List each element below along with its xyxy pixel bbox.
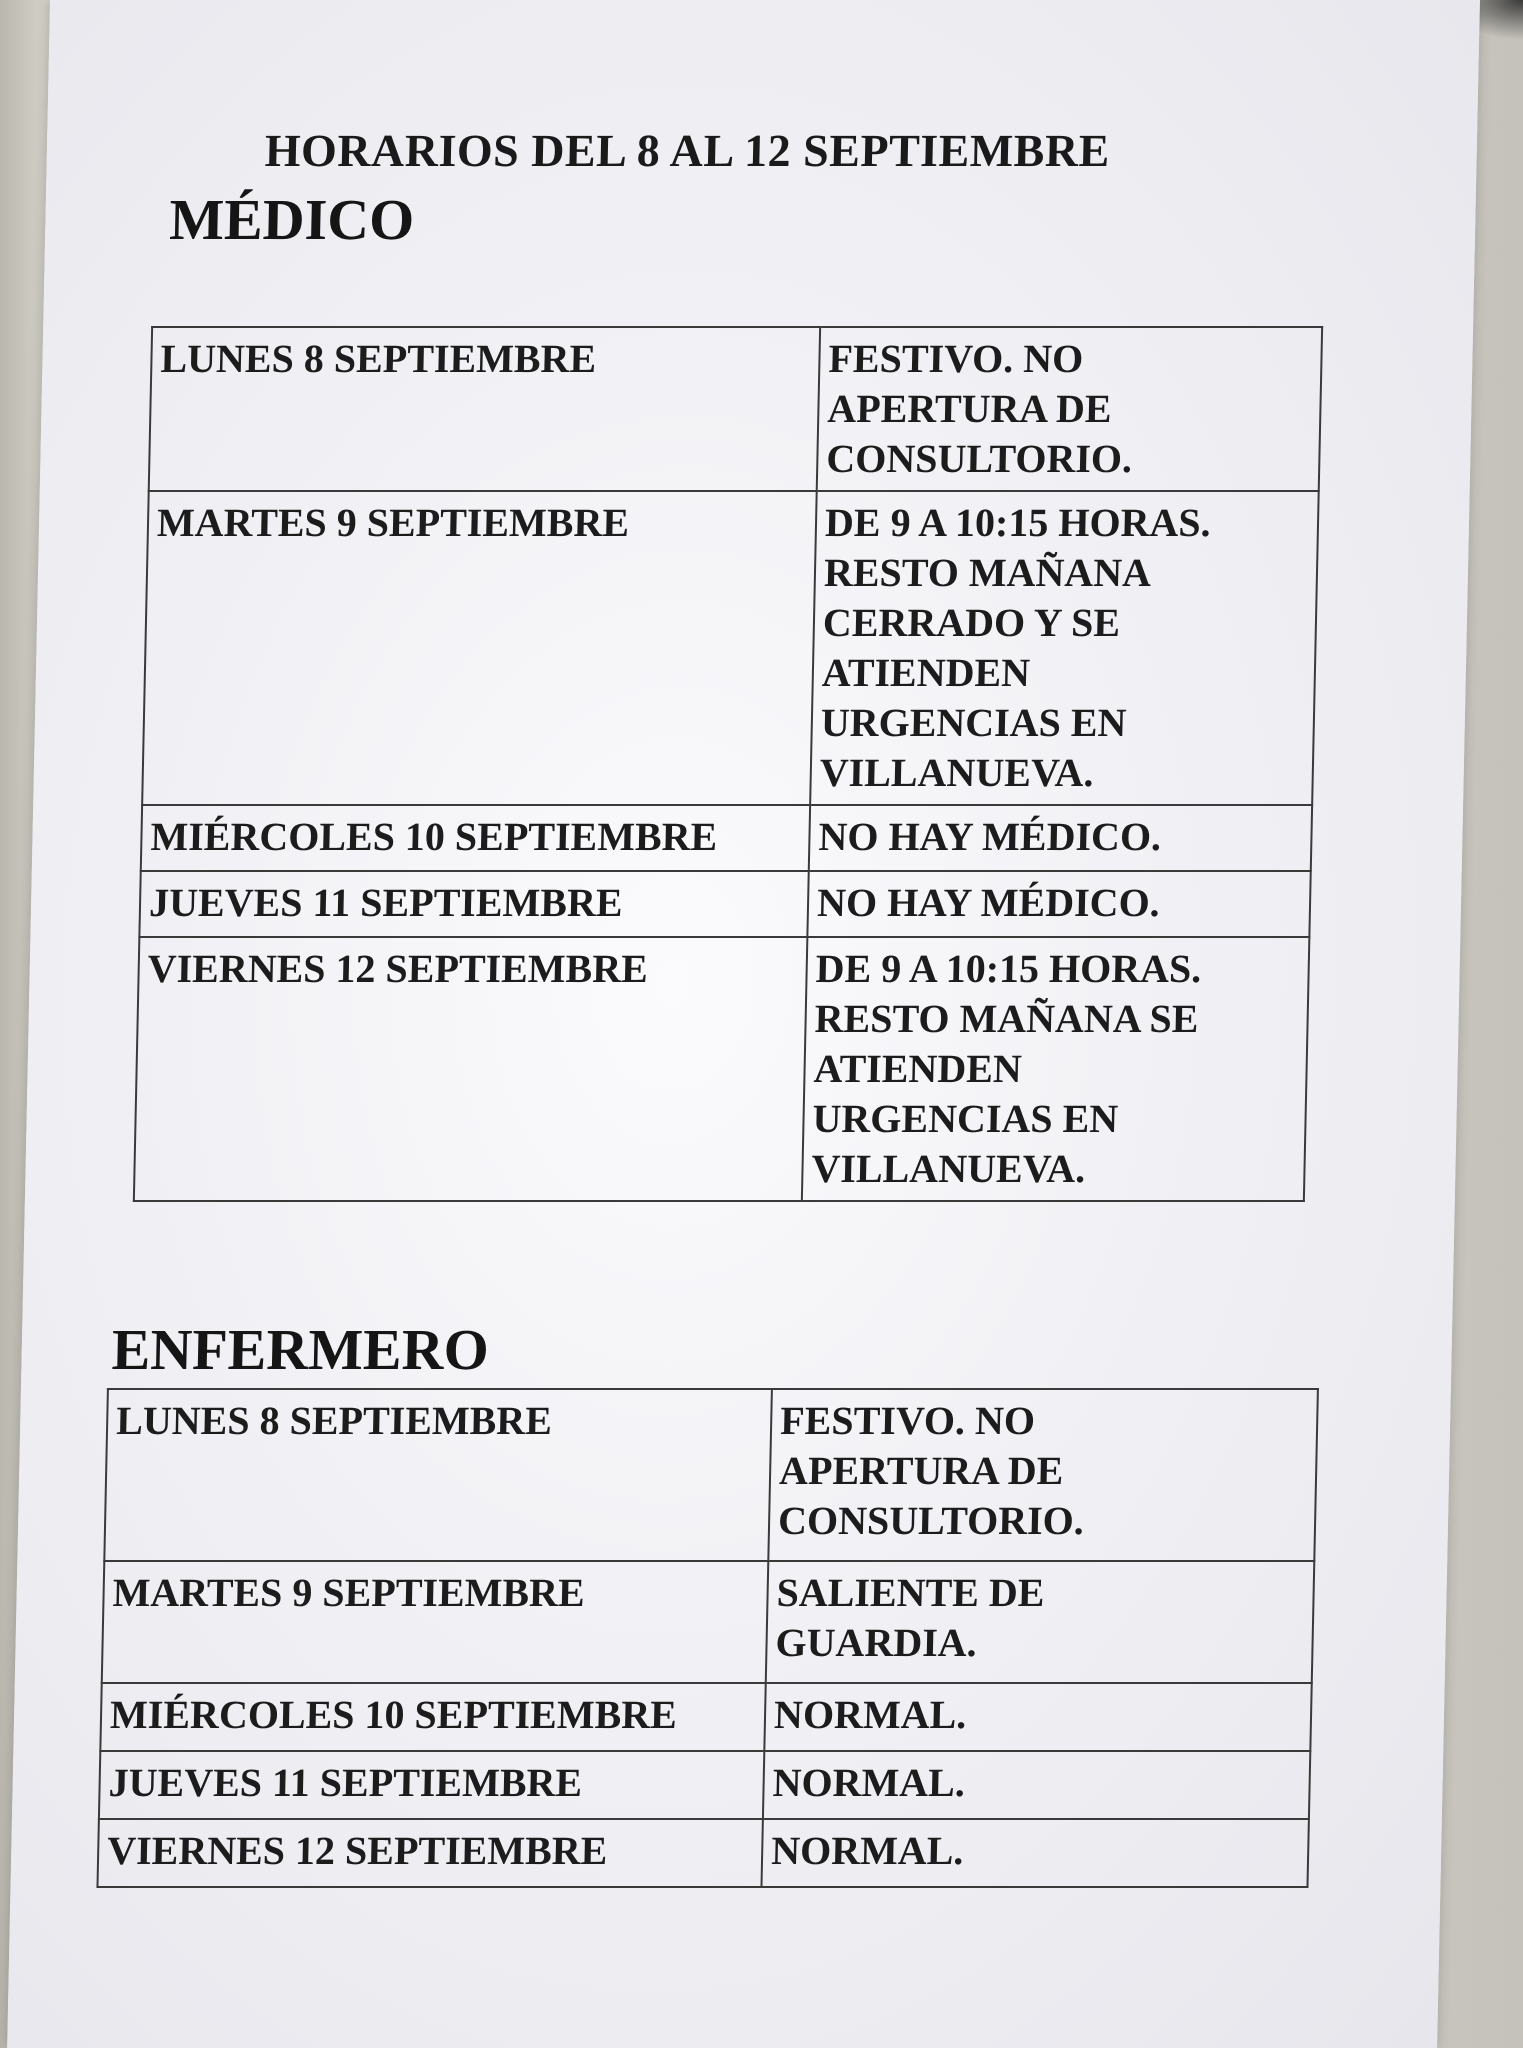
day-cell: LUNES 8 SEPTIEMBRE [104,1389,772,1561]
paper-sheet [7,0,1480,2048]
day-cell: JUEVES 11 SEPTIEMBRE [139,871,808,937]
table-row [141,805,1312,871]
schedule-cell: NORMAL. [761,1819,1308,1887]
schedule-cell: NORMAL. [764,1683,1311,1751]
schedule-cell: FESTIVO. NO APERTURA DE CONSULTORIO. [768,1389,1318,1561]
table-row [99,1751,1310,1819]
table-row [134,937,1310,1201]
schedule-cell: FESTIVO. NO APERTURA DE CONSULTORIO. [817,327,1322,491]
schedule-cell: NO HAY MÉDICO. [809,805,1312,871]
schedule-cell: DE 9 A 10:15 HORAS. RESTO MAÑANA CERRADO Y SE ATIENDEN URGENCIAS EN VILLANUEVA. [810,491,1319,805]
schedule-cell: NO HAY MÉDICO. [807,871,1310,937]
table-row [139,871,1310,937]
medico-heading: MÉDICO [168,187,415,252]
table-row [102,1561,1315,1683]
notice-title: HORARIOS DEL 8 AL 12 SEPTIEMBRE [264,125,1111,176]
medico-schedule-table [133,326,1323,1202]
day-cell: MIÉRCOLES 10 SEPTIEMBRE [100,1683,765,1751]
table-row [142,491,1319,805]
day-cell: MIÉRCOLES 10 SEPTIEMBRE [141,805,810,871]
table-row [149,327,1322,491]
day-cell: VIERNES 12 SEPTIEMBRE [134,937,808,1201]
table-row [104,1389,1318,1561]
schedule-cell: SALIENTE DE GUARDIA. [766,1561,1315,1683]
enfermero-heading: ENFERMERO [111,1317,490,1382]
schedule-cell: NORMAL. [763,1751,1310,1819]
notice-content [7,0,1480,2048]
day-cell: MARTES 9 SEPTIEMBRE [102,1561,769,1683]
enfermero-schedule-table [96,1388,1318,1888]
schedule-cell: DE 9 A 10:15 HORAS. RESTO MAÑANA SE ATIENDEN URGENCIAS EN VILLANUEVA. [802,937,1310,1201]
day-cell: JUEVES 11 SEPTIEMBRE [99,1751,764,1819]
table-row [100,1683,1311,1751]
day-cell: VIERNES 12 SEPTIEMBRE [97,1819,762,1887]
table-row [97,1819,1308,1887]
day-cell: LUNES 8 SEPTIEMBRE [149,327,820,491]
day-cell: MARTES 9 SEPTIEMBRE [142,491,817,805]
